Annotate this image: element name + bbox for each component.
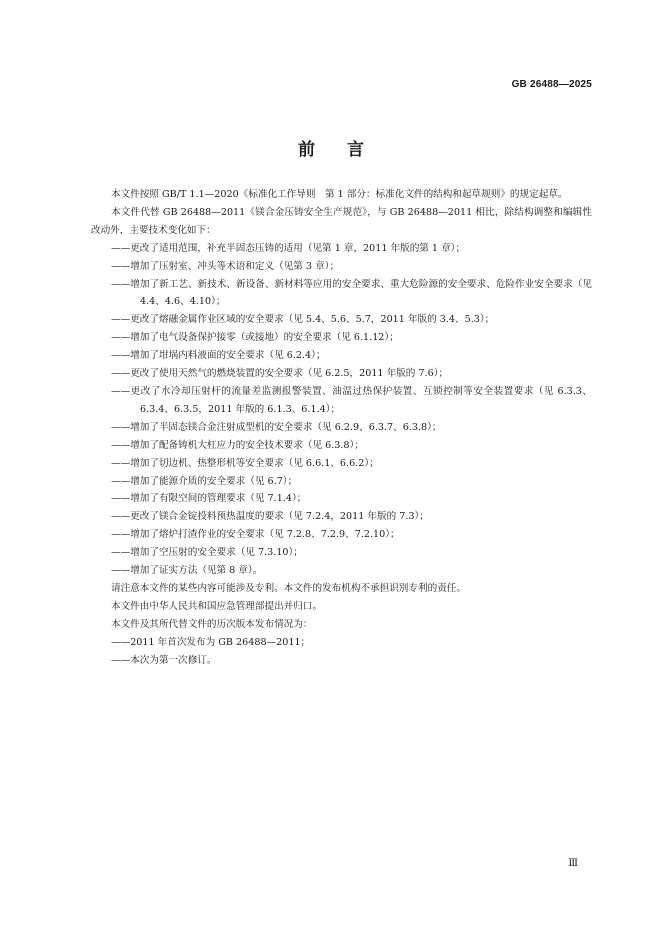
list-item: ——增加了空压射的安全要求（见 7.3.10）； (111, 547, 303, 559)
list-item: ——增加了证实方法（见第 8 章）。 (111, 565, 263, 577)
paragraph-drafting-rules: 本文件按照 GB/T 1.1—2020《标准化工作导则 第 1 部分：标准化文件的结构和起草规则》的规定起草。 (111, 189, 568, 200)
list-item: ——增加了切边机、热整形机等安全要求（见 6.6.1、6.6.2）； (111, 457, 379, 469)
list-item: ——增加了坩埚内料液面的安全要求（见 6.2.4）； (111, 350, 326, 362)
list-item: ——更改了使用天然气的燃烧装置的安全要求（见 6.2.5，2011 年版的 7.6）； (111, 368, 449, 380)
page-number: Ⅲ (568, 858, 578, 869)
list-item: ——增加了压射室、冲头等术语和定义（见第 3 章）； (111, 260, 340, 272)
list-item: ——增加了熔炉打渣作业的安全要求（见 7.2.8、7.2.9、7.2.10）； (111, 529, 400, 541)
list-item: ——增加了电气设备保护接零（或接地）的安全要求（见 6.1.12）； (111, 332, 399, 344)
list-item: ——更改了适用范围，补充半固态压铸的适用（见第 1 章，2011 年版的第 1 章）； (111, 242, 466, 254)
page-title: 前言 (298, 140, 396, 160)
list-item: ——2011 年首次发布为 GB 26488—2011； (111, 636, 311, 648)
list-item: ——增加了配备铸机大杠应力的安全技术要求（见 6.3.8）； (111, 439, 364, 451)
paragraph-replacement: 本文件代替 GB 26488—2011《镁合金压铸安全生产规范》，与 GB 26488—2011 相比，除结构调整和编辑性改动外，主要技术变化如下： (91, 206, 592, 236)
paragraph-proposer: 本文件由中华人民共和国应急管理部提出并归口。 (111, 600, 323, 612)
standard-number: GB 26488—2025 (511, 79, 592, 90)
list-item: ——更改了熔融金属作业区域的安全要求（见 5.4、5.6、5.7，2011 年版的 3.4、5.3）； (111, 314, 495, 326)
foreword-body (91, 186, 592, 669)
list-item: ——增加了新工艺、新技术、新设备、新材料等应用的安全要求、重大危险源的安全要求、危险作业安全要求（见 4.4、4.6、4.10）； (111, 278, 592, 308)
list-item: ——增加了半固态镁合金注射成型机的安全要求（见 6.2.9、6.3.7、6.3.8）； (111, 421, 442, 433)
history-list (91, 634, 592, 670)
list-item: ——增加了能源介质的安全要求（见 6.7）； (111, 475, 298, 487)
paragraph-patent-notice: 请注意本文件的某些内容可能涉及专利。本文件的发布机构不承担识别专利的责任。 (111, 582, 466, 594)
list-item: ——增加了有限空间的管理要求（见 7.1.4）； (111, 493, 307, 505)
changes-list (91, 240, 592, 580)
list-item: ——更改了水冷却压射杆的流量差监测报警装置、油温过热保护装置、互锁控制等安全装置要求（见 6.3.3、6.3.4、6.3.5，2011 年版的 6.1.3、6.1.4）； (111, 385, 592, 415)
list-item: ——更改了镁合金锭投料预热温度的要求（见 7.2.4，2011 年版的 7.3）； (111, 511, 429, 523)
list-item: ——本次为第一次修订。 (111, 654, 217, 666)
paragraph-history-intro: 本文件及其所代替文件的历次版本发布情况为： (111, 618, 313, 630)
